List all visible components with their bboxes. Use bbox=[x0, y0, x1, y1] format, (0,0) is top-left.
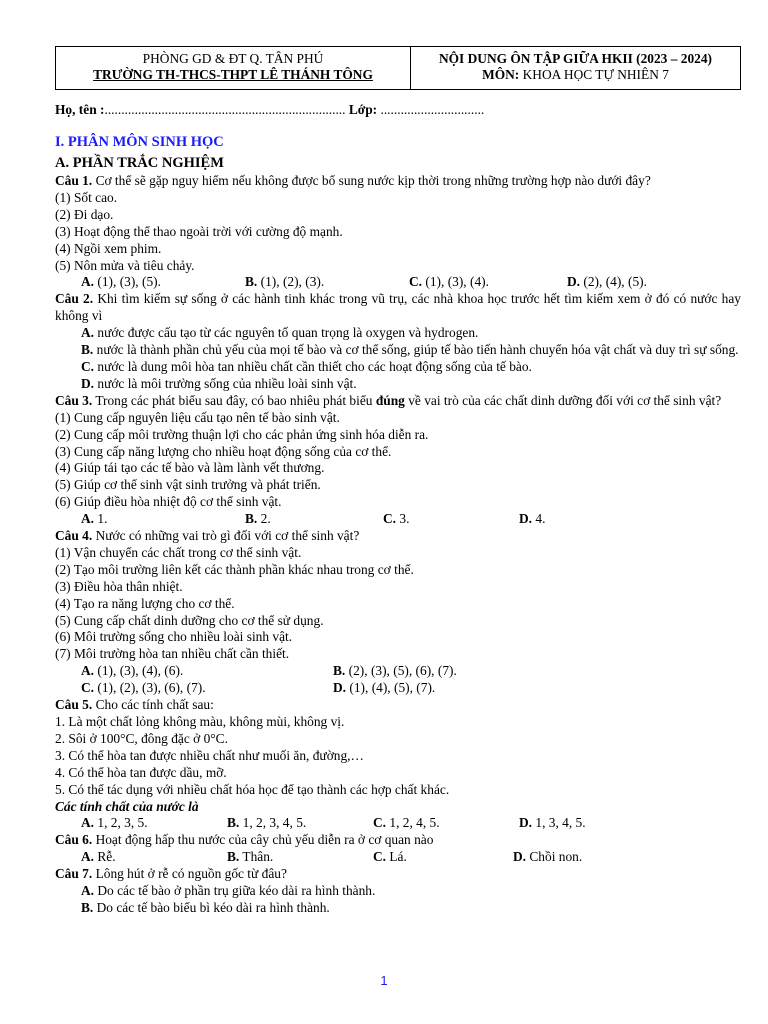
list-item: 3. Có thể hòa tan được nhiều chất như muối ăn, đường,… bbox=[55, 747, 364, 763]
list-item: 5. Có thể tác dụng với nhiều chất hóa học để tạo thành các hợp chất khác. bbox=[55, 781, 450, 797]
question-3: Câu 3. Trong các phát biểu sau đây, có bao nhiêu phát biểu đúng về vai trò của các chất dinh dưỡng đối với cơ thể sinh vật? bbox=[55, 392, 722, 408]
list-item: (3) Điều hòa thân nhiệt. bbox=[55, 578, 183, 594]
name-label: Họ, tên : bbox=[55, 102, 105, 117]
question-prompt: Các tính chất của nước là bbox=[55, 798, 199, 814]
option-d[interactable]: D. 1, 3, 4, 5. bbox=[519, 815, 586, 831]
answer-options bbox=[55, 680, 741, 697]
question-5 bbox=[55, 697, 741, 714]
name-field[interactable]: ........................................................................ bbox=[104, 102, 346, 117]
question-text: Nước có những vai trò gì đối với cơ thể sinh vật? bbox=[92, 528, 360, 544]
section-title: I. PHÂN MÔN SINH HỌC bbox=[55, 134, 224, 150]
question-label: Câu 6. bbox=[55, 832, 93, 848]
list-item: (3) Cung cấp năng lượng cho nhiều hoạt động sống của cơ thể. bbox=[55, 443, 392, 459]
option-b[interactable]: B. nước là thành phần chủ yếu của mọi tế bào và cơ thể sống, giúp tế bào tiến hành chuyển hóa vật chất và duy trì sự sống. bbox=[81, 342, 739, 358]
option-d[interactable]: D. (1), (4), (5), (7). bbox=[333, 680, 436, 696]
option-a[interactable]: A. 1, 2, 3, 5. bbox=[81, 815, 148, 831]
option-c[interactable]: C. nước là dung môi hòa tan nhiều chất cần thiết cho các hoạt động sống của tế bào. bbox=[81, 358, 532, 374]
question-label: Câu 7. bbox=[55, 866, 93, 882]
question-text: Cơ thể sẽ gặp nguy hiểm nếu không được bổ sung nước kịp thời trong những trường hợp nào dưới đây? bbox=[92, 173, 651, 188]
question-label: Câu 2. bbox=[55, 291, 94, 307]
answer-options bbox=[55, 274, 741, 291]
option-a[interactable]: A. nước được cấu tạo từ các nguyên tố quan trọng là oxygen và hydrogen. bbox=[81, 325, 479, 341]
list-item: (5) Cung cấp chất dinh dưỡng cho cơ thể sử dụng. bbox=[55, 612, 324, 628]
list-item: 2. Sôi ở 100°C, đông đặc ở 0°C. bbox=[55, 730, 228, 746]
header-school-cell bbox=[56, 47, 411, 89]
list-item: (2) Đi dạo. bbox=[55, 206, 114, 222]
option-c[interactable]: C. 3. bbox=[383, 511, 410, 527]
question-text: Hoạt động hấp thu nước của cây chủ yếu diễn ra ở cơ quan nào bbox=[92, 832, 434, 848]
header-table bbox=[55, 46, 741, 90]
list-item: (4) Ngồi xem phim. bbox=[55, 240, 162, 256]
option-a[interactable]: A. (1), (3), (5). bbox=[81, 274, 161, 290]
student-info-row bbox=[55, 101, 741, 118]
question-label: Câu 1. bbox=[55, 173, 93, 188]
option-b[interactable]: B. (2), (3), (5), (6), (7). bbox=[333, 663, 457, 679]
list-item: (1) Sốt cao. bbox=[55, 189, 118, 205]
option-b[interactable]: B. 1, 2, 3, 4, 5. bbox=[227, 815, 307, 831]
list-item: (1) Vận chuyển các chất trong cơ thể sinh vật. bbox=[55, 544, 302, 560]
emphasis-word: đúng bbox=[375, 392, 405, 408]
question-label: Câu 4. bbox=[55, 528, 93, 544]
list-item: (1) Cung cấp nguyên liệu cấu tạo nên tế bào sinh vật. bbox=[55, 409, 340, 425]
question-1 bbox=[55, 173, 741, 190]
list-item: (4) Giúp tái tạo các tế bào và làm lành vết thương. bbox=[55, 460, 325, 476]
list-item: 1. Là một chất lỏng không màu, không mùi, không vị. bbox=[55, 714, 345, 729]
list-item: (5) Giúp cơ thể sinh vật sinh trưởng và phát triển. bbox=[55, 477, 321, 493]
option-a[interactable]: A. Do các tế bào ở phần trụ giữa kéo dài ra hình thành. bbox=[81, 883, 376, 899]
question-2 bbox=[55, 291, 741, 325]
list-item: (4) Tạo ra năng lượng cho cơ thể. bbox=[55, 595, 235, 611]
answer-options bbox=[55, 663, 741, 680]
option-d[interactable]: D. Chồi non. bbox=[513, 849, 583, 865]
answer-options bbox=[55, 815, 741, 832]
option-b[interactable]: B. 2. bbox=[245, 511, 271, 527]
option-a[interactable]: A. 1. bbox=[81, 511, 108, 527]
option-c[interactable]: C. 1, 2, 4, 5. bbox=[373, 815, 440, 831]
list-item: (5) Nôn mửa và tiêu chảy. bbox=[55, 257, 195, 273]
option-a[interactable]: A. (1), (3), (4), (6). bbox=[81, 663, 184, 679]
question-label: Câu 3. bbox=[55, 392, 93, 408]
option-b[interactable]: B. Do các tế bào biểu bì kéo dài ra hình thành. bbox=[81, 899, 330, 915]
list-item: (3) Hoạt động thể thao ngoài trời với cường độ mạnh. bbox=[55, 223, 343, 239]
header-title-cell bbox=[411, 47, 740, 89]
option-c[interactable]: C. Lá. bbox=[373, 849, 407, 865]
question-text: Khi tìm kiếm sự sống ở các hành tinh khác trong vũ trụ, các nhà khoa học trước hết tìm kiếm xem ở đó có nước hay không vì bbox=[55, 291, 741, 324]
question-4 bbox=[55, 528, 741, 545]
question-text: Cho các tính chất sau: bbox=[92, 697, 214, 713]
section-subtitle: A. PHẦN TRẮC NGHIỆM bbox=[55, 155, 224, 171]
option-c[interactable]: C. (1), (2), (3), (6), (7). bbox=[81, 680, 206, 696]
question-text: Lông hút ở rễ có nguồn gốc từ đâu? bbox=[92, 866, 287, 882]
answer-options bbox=[55, 511, 741, 528]
list-item: 4. Có thể hòa tan được dầu, mỡ. bbox=[55, 764, 227, 780]
question-6 bbox=[55, 832, 741, 849]
class-label: Lớp: bbox=[348, 102, 378, 117]
option-b[interactable]: B. (1), (2), (3). bbox=[245, 274, 325, 290]
page-number: 1 bbox=[380, 973, 388, 988]
question-label: Câu 5. bbox=[55, 697, 93, 713]
option-d[interactable]: D. (2), (4), (5). bbox=[567, 274, 647, 290]
class-field[interactable]: ............................... bbox=[380, 102, 485, 117]
exam-title: NỘI DUNG ÔN TẬP GIỮA HKII (2023 – 2024) bbox=[438, 51, 713, 66]
option-d[interactable]: D. nước là môi trường sống của nhiều loài sinh vật. bbox=[81, 375, 357, 391]
department-name: PHÒNG GD & ĐT Q. TÂN PHÚ bbox=[142, 51, 324, 66]
option-c[interactable]: C. (1), (3), (4). bbox=[409, 274, 489, 290]
answer-options bbox=[55, 849, 741, 866]
subject-name: MÔN: KHOA HỌC TỰ NHIÊN 7 bbox=[482, 67, 669, 82]
question-7 bbox=[55, 866, 741, 883]
option-a[interactable]: A. Rễ. bbox=[81, 849, 116, 865]
list-item: (2) Cung cấp môi trường thuận lợi cho các phản ứng sinh hóa diễn ra. bbox=[55, 426, 429, 442]
list-item: (6) Môi trường sống cho nhiều loài sinh vật. bbox=[55, 629, 293, 645]
list-item: (6) Giúp điều hòa nhiệt độ cơ thể sinh vật. bbox=[55, 494, 282, 510]
option-b[interactable]: B. Thân. bbox=[227, 849, 274, 865]
list-item: (2) Tạo môi trường liên kết các thành phần khác nhau trong cơ thể. bbox=[55, 561, 414, 577]
option-d[interactable]: D. 4. bbox=[519, 511, 546, 527]
list-item: (7) Môi trường hòa tan nhiều chất cần thiết. bbox=[55, 646, 290, 662]
school-name: TRƯỜNG TH-THCS-THPT LÊ THÁNH TÔNG bbox=[93, 67, 373, 82]
document-page bbox=[55, 46, 741, 917]
